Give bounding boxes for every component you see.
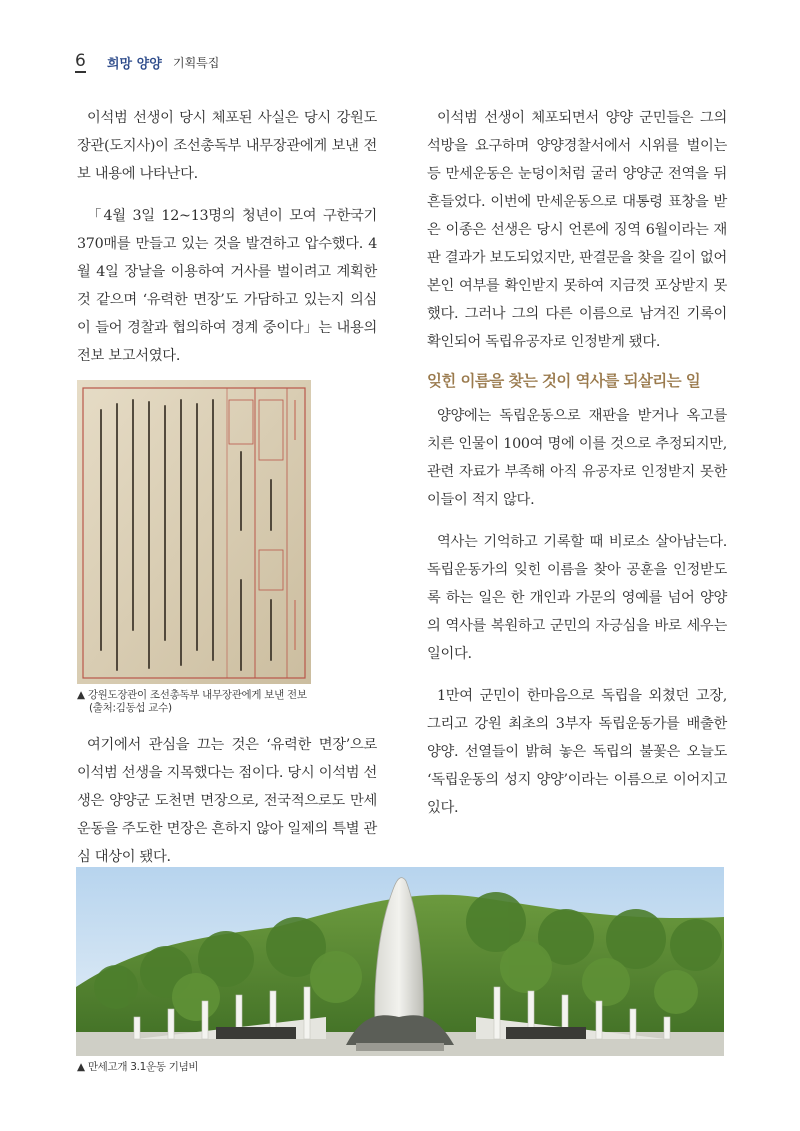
right-column <box>427 104 727 836</box>
telegram-document-photo <box>77 380 311 684</box>
paragraph: 1만여 군민이 한마음으로 독립을 외쳤던 고장, 그리고 강원 최초의 3부자 독립운동가를 배출한 양양. 선열들이 밝혀 놓은 독립의 불꽃은 오늘도 ‘독립운동의 성지 양양’이라는 이름으로 이어지고 있다. <box>427 688 727 816</box>
caption-line: ▲ 강원도장관이 조선총독부 내무장관에게 보낸 전보 <box>77 689 307 701</box>
monument-photo-caption: ▲ 만세고개 3.1운동 기념비 <box>77 1061 199 1073</box>
paragraph: 「4월 3일 12~13명의 청년이 모여 구한국기 370매를 만들고 있는 것을 발견하고 압수했다. 4월 4일 장날을 이용하여 거사를 벌이려고 계획한 것 같으며 ‘유력한 면장’도 가담하고 있는지 의심이 들어 경찰과 협의하여 경계 중이다」는 내용의 전보 보고서였다. <box>77 208 377 364</box>
page-header <box>75 52 725 76</box>
section-subheading: 잊힌 이름을 찾는 것이 역사를 되살리는 일 <box>427 372 701 390</box>
left-column <box>77 104 377 384</box>
magazine-name: 희망 양양 <box>107 57 162 72</box>
paragraph: 이석범 선생이 당시 체포된 사실은 당시 강원도장관(도지사)이 조선총독부 내무장관에게 보낸 전보 내용에 나타난다. <box>77 110 377 182</box>
document-photo-caption <box>77 689 337 715</box>
paragraph: 양양에는 독립운동으로 재판을 받거나 옥고를 치른 인물이 100여 명에 이를 것으로 추정되지만, 관련 자료가 부족해 아직 유공자로 인정받지 못한 이들이 적지 않다. <box>427 408 727 508</box>
left-column-bottom <box>77 731 377 885</box>
page-number: 6 <box>75 51 86 71</box>
section-name: 기획특집 <box>173 56 220 70</box>
caption-source: (출처:김동섭 교수) <box>89 702 172 714</box>
paragraph: 역사는 기억하고 기록할 때 비로소 살아남는다. 독립운동가의 잊힌 이름을 찾아 공훈을 인정받도록 하는 일은 한 개인과 가문의 영예를 넘어 양양의 역사를 복원하고 군민의 자긍심을 바로 세우는 일이다. <box>427 534 727 662</box>
monument-photo <box>76 867 724 1056</box>
paragraph: 이석범 선생이 체포되면서 양양 군민들은 그의 석방을 요구하며 양양경찰서에서 시위를 벌이는 등 만세운동은 눈덩이처럼 굴러 양양군 전역을 뒤흔들었다. 이번에 만세운동으로 대통령 표창을 받은 이종은 선생은 당시 언론에 징역 6월이라는 재판 결과가 보도되었지만, 판결문을 찾을 길이 없어 본인 여부를 확인받지 못하여 지금껏 포상받지 못했다. 그러나 그의 다른 이름으로 남겨진 기록이 확인되어 독립유공자로 인정받게 됐다. <box>427 110 727 350</box>
paragraph: 여기에서 관심을 끄는 것은 ‘유력한 면장’으로 이석범 선생을 지목했다는 점이다. 당시 이석범 선생은 양양군 도천면 면장으로, 전국적으로도 만세운동을 주도한 면장은 흔하지 않아 일제의 특별 관심 대상이 됐다. <box>77 737 377 865</box>
